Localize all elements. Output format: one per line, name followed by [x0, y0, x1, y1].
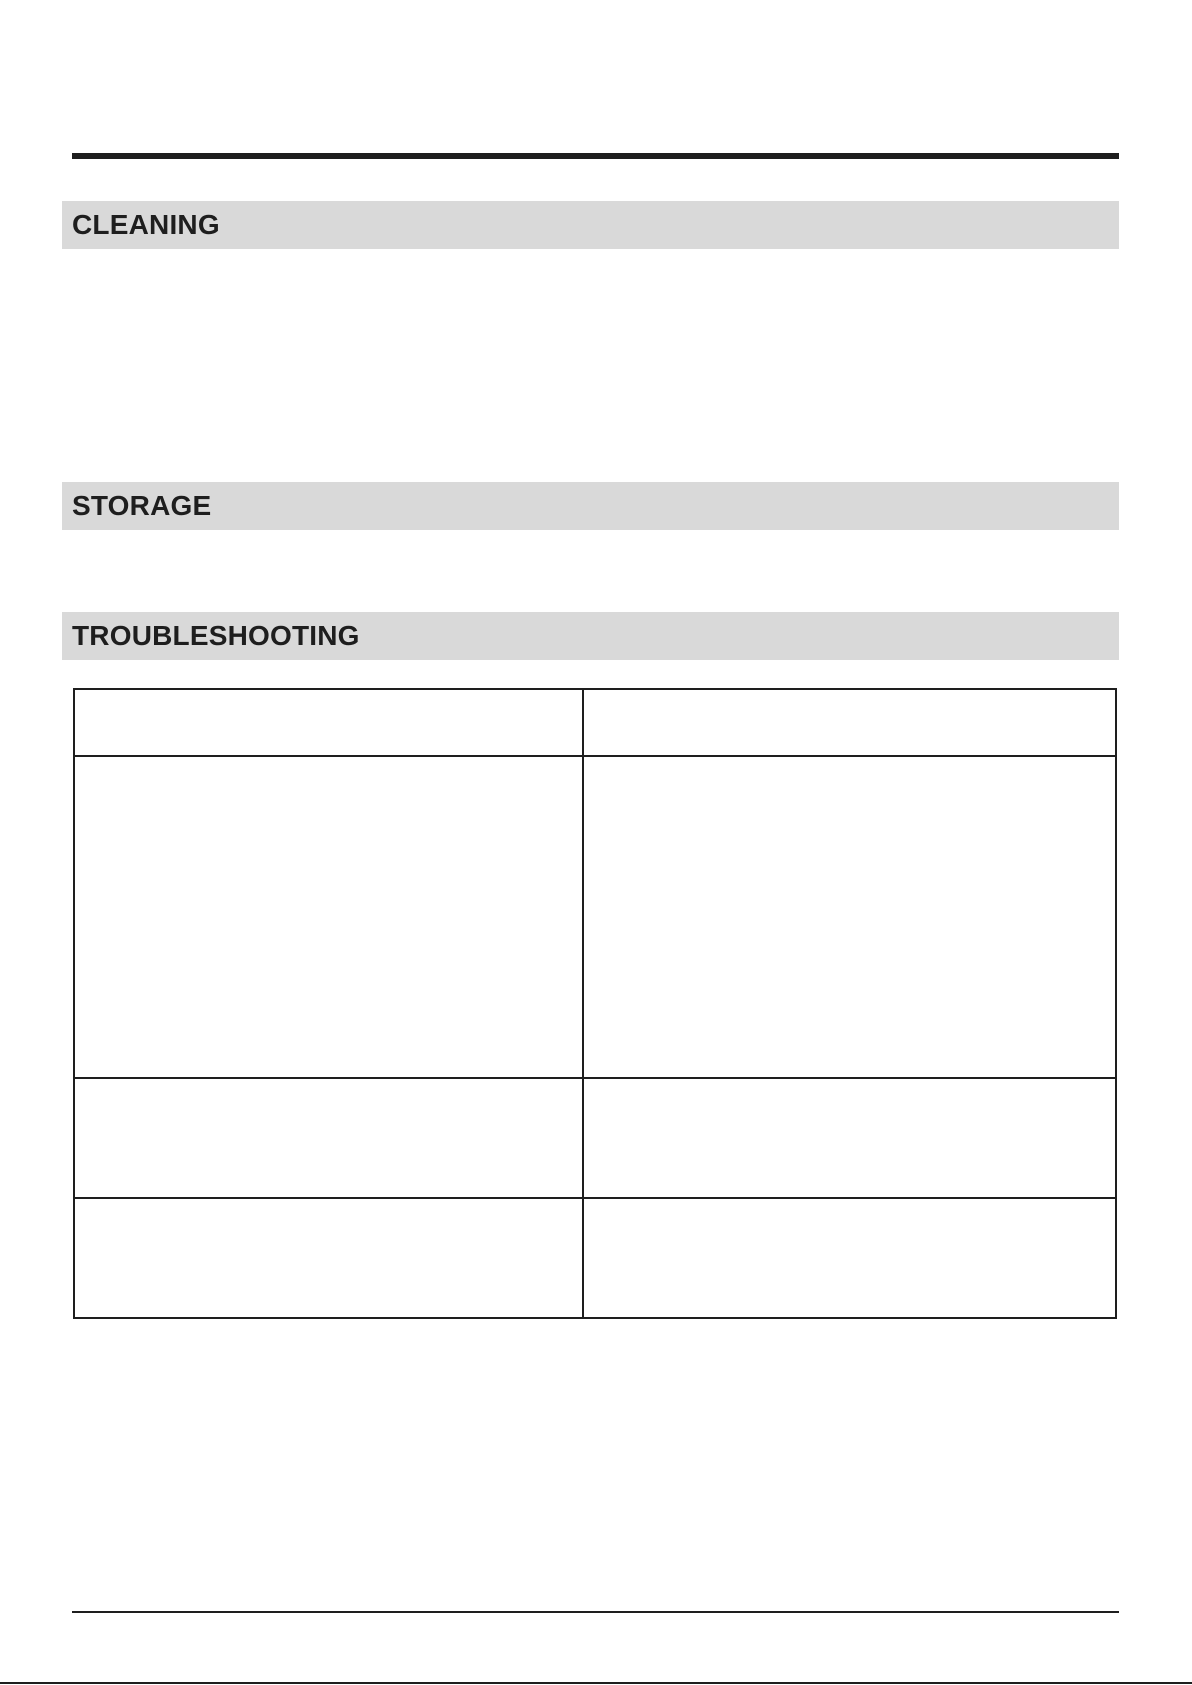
- table-cell: [583, 1198, 1116, 1318]
- table-cell: [74, 1078, 583, 1198]
- table-cell: [583, 689, 1116, 756]
- section-header-cleaning: [62, 201, 1119, 249]
- troubleshooting-table: [73, 688, 1117, 1319]
- page-edge-line: [0, 1682, 1192, 1684]
- table-cell: [74, 756, 583, 1078]
- top-divider: [72, 153, 1119, 159]
- table-cell: [583, 756, 1116, 1078]
- table-row: [74, 756, 1116, 1078]
- section-title-storage: STORAGE: [72, 490, 212, 521]
- bottom-divider: [72, 1611, 1119, 1613]
- section-header-troubleshooting: [62, 612, 1119, 660]
- table-cell: [74, 689, 583, 756]
- section-header-storage: [62, 482, 1119, 530]
- section-title-troubleshooting: TROUBLESHOOTING: [72, 620, 360, 651]
- section-title-cleaning: CLEANING: [72, 209, 220, 240]
- table-row: [74, 1078, 1116, 1198]
- table-row: [74, 1198, 1116, 1318]
- table-cell: [583, 1078, 1116, 1198]
- table-header-row: [74, 689, 1116, 756]
- table-cell: [74, 1198, 583, 1318]
